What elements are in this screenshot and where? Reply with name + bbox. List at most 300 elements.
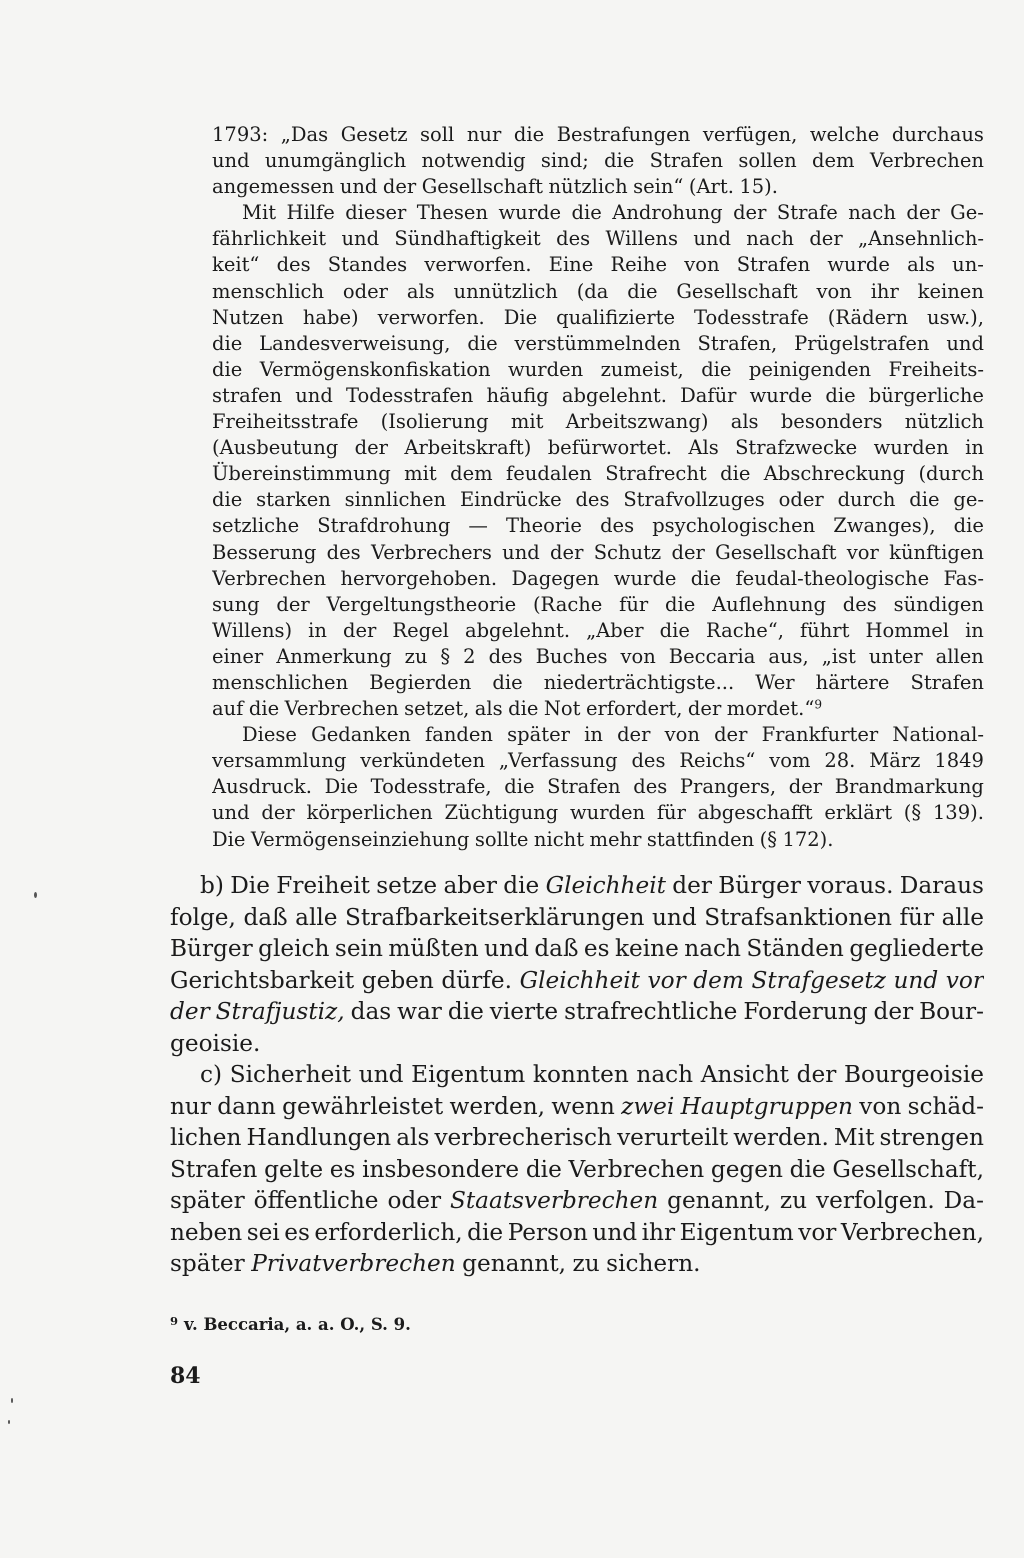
word: strafrechtliche bbox=[564, 998, 738, 1025]
word: nur bbox=[466, 123, 502, 146]
word: von bbox=[664, 723, 700, 747]
word: die bbox=[504, 775, 535, 799]
word: Gesellschaft bbox=[421, 175, 543, 199]
word: Handlungen bbox=[246, 1124, 392, 1151]
word: und bbox=[339, 175, 378, 199]
word: Strafen bbox=[547, 775, 621, 799]
word: die bbox=[212, 331, 243, 355]
word: menschlichen bbox=[212, 670, 349, 694]
word: der bbox=[788, 775, 823, 799]
word: welche bbox=[809, 123, 880, 146]
word: „Das bbox=[280, 123, 329, 146]
word: das bbox=[350, 998, 392, 1025]
word: später bbox=[507, 723, 570, 747]
word: und bbox=[484, 935, 529, 962]
word: unter bbox=[868, 644, 923, 668]
word: dem bbox=[812, 149, 855, 173]
word: Brandmarkung bbox=[834, 775, 984, 799]
word: von bbox=[816, 279, 852, 303]
word: angemessen bbox=[212, 175, 335, 199]
word: die bbox=[212, 488, 243, 512]
text-line bbox=[212, 409, 984, 435]
word: als bbox=[396, 1124, 430, 1151]
word: die bbox=[825, 383, 856, 407]
text-line bbox=[212, 279, 984, 305]
word: oder bbox=[342, 279, 388, 303]
word: (Ausbeutung bbox=[212, 436, 339, 460]
word: härtere bbox=[815, 670, 890, 694]
word: einer bbox=[212, 644, 264, 668]
word: wurde bbox=[613, 566, 677, 590]
word: usw.), bbox=[927, 305, 984, 329]
word: verkündeten bbox=[360, 749, 486, 773]
word: Mit bbox=[242, 201, 277, 225]
text-line bbox=[170, 996, 984, 1028]
word: Theorie bbox=[506, 514, 582, 538]
word: und bbox=[358, 1061, 404, 1088]
text-line bbox=[212, 226, 984, 252]
word: es bbox=[329, 1155, 356, 1183]
word: von bbox=[859, 1092, 902, 1120]
word: 15). bbox=[739, 175, 778, 199]
word: dürfe. bbox=[441, 966, 512, 994]
word: als bbox=[474, 697, 503, 721]
word: Strafe bbox=[776, 201, 838, 225]
word: Strafjustiz, bbox=[215, 998, 345, 1025]
word: verworfen. bbox=[377, 305, 485, 329]
word: Fas- bbox=[943, 566, 984, 590]
word: als bbox=[406, 279, 435, 303]
word: Die bbox=[324, 775, 358, 799]
word: Eigentum bbox=[679, 1218, 794, 1246]
word: sollen bbox=[738, 149, 797, 173]
text-line bbox=[212, 383, 984, 409]
word: die bbox=[248, 697, 280, 721]
word: folge, bbox=[170, 903, 236, 931]
word: Privatverbrechen bbox=[251, 1250, 456, 1277]
word: sündigen bbox=[893, 592, 984, 616]
text-line bbox=[212, 722, 984, 748]
word: müßten bbox=[388, 935, 479, 962]
word: vor bbox=[945, 966, 984, 994]
word: mit bbox=[404, 462, 437, 486]
word: erforderlich, bbox=[314, 1218, 463, 1246]
text-line bbox=[212, 618, 984, 644]
word: Strafsanktionen bbox=[704, 903, 892, 931]
word: mehr bbox=[589, 827, 642, 851]
word: der bbox=[261, 801, 295, 825]
word: Wer bbox=[755, 670, 795, 694]
word: un- bbox=[952, 253, 984, 277]
word: des bbox=[276, 253, 311, 277]
word: Eine bbox=[548, 253, 594, 277]
footnote bbox=[170, 1310, 411, 1336]
word: gleich bbox=[258, 935, 330, 962]
word: für bbox=[899, 903, 935, 931]
word: Vermögenseinziehung bbox=[250, 827, 470, 851]
word: Dagegen bbox=[511, 566, 600, 590]
word: werden, bbox=[449, 1092, 546, 1120]
word: feudal-theologische bbox=[735, 566, 930, 590]
word: des bbox=[631, 749, 666, 773]
word: Strafen bbox=[649, 149, 724, 173]
word: Todesstrafen bbox=[346, 383, 474, 407]
word: wurden bbox=[873, 436, 949, 460]
word: alle bbox=[941, 903, 984, 931]
text-line bbox=[212, 122, 984, 148]
word: bürgerliche bbox=[868, 383, 984, 407]
word: geoisie. bbox=[170, 1029, 261, 1057]
word: Strafen bbox=[170, 1155, 258, 1183]
word: und bbox=[693, 227, 731, 251]
word: die bbox=[447, 998, 484, 1025]
word: zu bbox=[404, 644, 428, 668]
word: die bbox=[701, 357, 732, 381]
word: Todesstrafe bbox=[694, 305, 809, 329]
word: und bbox=[212, 149, 250, 173]
word: vom bbox=[769, 749, 811, 773]
word: und bbox=[592, 1218, 638, 1246]
text-line bbox=[212, 148, 984, 174]
word: des bbox=[633, 775, 668, 799]
word: Arbeitskraft) bbox=[404, 436, 532, 460]
word: die bbox=[492, 670, 523, 694]
word: war bbox=[397, 998, 442, 1025]
word: qualifizierte bbox=[556, 305, 676, 329]
word: Die bbox=[503, 305, 538, 329]
word: Vergeltungstheorie bbox=[326, 592, 517, 616]
word: abgelehnt. bbox=[561, 383, 667, 407]
word: die bbox=[513, 123, 545, 146]
text-line bbox=[170, 1059, 984, 1091]
word: Als bbox=[688, 436, 719, 460]
word: 28. bbox=[824, 749, 856, 773]
word: Hilfe bbox=[286, 201, 335, 225]
word: besonders bbox=[780, 410, 883, 434]
word: aus, bbox=[768, 644, 809, 668]
word: Prügelstrafen bbox=[794, 331, 930, 355]
word: werden. bbox=[733, 1124, 829, 1151]
word: gegen bbox=[710, 1155, 783, 1183]
word: strengen bbox=[879, 1124, 984, 1151]
word: Strafgesetz bbox=[751, 966, 886, 994]
text-line bbox=[212, 748, 984, 774]
word: Arbeitszwang) bbox=[565, 410, 709, 434]
text-line bbox=[212, 540, 984, 566]
word: die bbox=[627, 279, 658, 303]
word: 172). bbox=[782, 827, 834, 851]
word: wurde bbox=[827, 253, 890, 277]
text-line bbox=[170, 1091, 984, 1123]
footnote-text: v. Beccaria, a. a. O., S. 9. bbox=[184, 1315, 411, 1335]
text-line bbox=[212, 357, 984, 383]
word: verstümmelnden bbox=[514, 331, 681, 355]
word: starken bbox=[256, 488, 331, 512]
word: (Art. bbox=[688, 175, 734, 199]
word: Bestrafungen bbox=[556, 123, 691, 146]
text-line bbox=[212, 566, 984, 592]
word: die bbox=[909, 488, 940, 512]
word: später bbox=[170, 1187, 245, 1214]
quoted-passage-block bbox=[212, 122, 984, 853]
text-line bbox=[212, 774, 984, 800]
word: Gleichheit bbox=[545, 872, 666, 899]
word: verurteilt bbox=[617, 1124, 729, 1151]
word: des bbox=[575, 488, 610, 512]
word: strafen bbox=[212, 383, 283, 407]
word: „ist bbox=[821, 644, 856, 668]
word: oder bbox=[387, 1187, 442, 1214]
word: der bbox=[343, 618, 377, 642]
word: es bbox=[284, 1218, 310, 1246]
word: in bbox=[965, 618, 984, 642]
word: Freiheit bbox=[276, 872, 370, 899]
word: nach bbox=[746, 227, 794, 251]
word: in bbox=[584, 723, 603, 747]
word: Beccaria bbox=[668, 644, 756, 668]
word: Frankfurter bbox=[761, 723, 879, 747]
word: „Aber bbox=[586, 618, 644, 642]
word: Da- bbox=[943, 1187, 984, 1214]
word: allen bbox=[935, 644, 984, 668]
word: Person bbox=[507, 1218, 588, 1246]
word: nach bbox=[636, 1061, 694, 1088]
text-line bbox=[212, 827, 984, 853]
word: Züchtigung bbox=[444, 801, 559, 825]
footnote-ref[interactable]: 9 bbox=[814, 697, 823, 712]
text-line bbox=[212, 252, 984, 278]
word: und bbox=[946, 331, 984, 355]
word: die bbox=[467, 1218, 504, 1246]
word: menschlich bbox=[212, 279, 325, 303]
word: National- bbox=[892, 723, 984, 747]
word: Strafen, bbox=[697, 331, 778, 355]
word: keit“ bbox=[212, 253, 260, 277]
word: in bbox=[308, 618, 327, 642]
word: des bbox=[326, 540, 361, 564]
word: habe) bbox=[302, 305, 359, 329]
word: Forderung bbox=[743, 998, 868, 1025]
main-text-block bbox=[170, 870, 984, 1280]
paragraph bbox=[170, 1059, 984, 1280]
word: Schutz bbox=[593, 540, 662, 564]
text-line bbox=[212, 644, 984, 670]
word: als bbox=[730, 410, 759, 434]
word: für bbox=[656, 801, 686, 825]
word: Androhung bbox=[612, 201, 723, 225]
word: Verbrechen bbox=[284, 697, 399, 721]
word: die bbox=[690, 566, 722, 590]
word: Freiheits- bbox=[888, 357, 984, 381]
word: verfügen, bbox=[702, 123, 798, 146]
word: Abschreckung bbox=[763, 462, 906, 486]
word: sind; bbox=[540, 149, 589, 173]
word: fanden bbox=[424, 723, 493, 747]
word: b) bbox=[200, 872, 224, 899]
word: der bbox=[276, 592, 310, 616]
word: für bbox=[619, 592, 649, 616]
word: (da bbox=[576, 279, 609, 303]
word: wurden bbox=[508, 357, 584, 381]
word: Verbrechen bbox=[212, 566, 327, 590]
word: die bbox=[789, 1155, 826, 1183]
word: wenn bbox=[551, 1092, 615, 1120]
word: soll bbox=[420, 123, 455, 146]
word: Ständen bbox=[746, 935, 844, 962]
word: Gedanken bbox=[311, 723, 411, 747]
word: der bbox=[617, 723, 651, 747]
word: Reichs“ bbox=[679, 749, 756, 773]
word: verworfen. bbox=[424, 253, 532, 277]
word: Hauptgruppen bbox=[680, 1092, 853, 1120]
word: Gesellschaft bbox=[715, 540, 837, 564]
word: auf bbox=[212, 697, 244, 721]
word: wurde bbox=[749, 383, 813, 407]
text-line bbox=[170, 1185, 984, 1217]
paragraph bbox=[212, 722, 984, 852]
word: sollte bbox=[474, 827, 529, 851]
text-line bbox=[212, 513, 984, 539]
word: die bbox=[953, 514, 984, 538]
word: Strafdrohung bbox=[317, 514, 451, 538]
word: daß bbox=[243, 903, 288, 931]
word: Willens bbox=[605, 227, 678, 251]
word: vor bbox=[798, 1218, 837, 1246]
word: als bbox=[907, 253, 935, 277]
word: nicht bbox=[533, 827, 585, 851]
word: der bbox=[809, 227, 843, 251]
word: unnützlich bbox=[453, 279, 558, 303]
word: Bourgeoisie bbox=[843, 1061, 984, 1088]
word: März bbox=[869, 749, 921, 773]
word: (durch bbox=[918, 462, 984, 486]
word: der bbox=[382, 175, 417, 199]
word: zumeist, bbox=[600, 357, 684, 381]
word: Strafbarkeitserklärungen bbox=[345, 903, 645, 931]
word: Vermögenskonfiskation bbox=[259, 357, 491, 381]
word: fährlichkeit bbox=[212, 227, 327, 251]
word: keine bbox=[614, 935, 679, 962]
text-line bbox=[170, 1028, 984, 1060]
word: wurden bbox=[569, 801, 646, 825]
word: genannt, bbox=[667, 1187, 771, 1214]
word: Landesverweisung, bbox=[259, 331, 451, 355]
word: erklärt bbox=[824, 801, 893, 825]
word: Verbrechen, bbox=[840, 1218, 984, 1246]
word: geben bbox=[361, 966, 434, 994]
text-line bbox=[212, 305, 984, 331]
word: der bbox=[354, 436, 389, 460]
word: führt bbox=[799, 618, 850, 642]
paragraph bbox=[170, 870, 984, 1059]
word: ihr bbox=[870, 279, 899, 303]
word: des bbox=[488, 644, 523, 668]
word: Dafür bbox=[680, 383, 737, 407]
word: c) bbox=[200, 1061, 223, 1088]
word: unumgänglich bbox=[264, 149, 407, 173]
word: der bbox=[714, 723, 748, 747]
text-line bbox=[170, 1248, 984, 1280]
word: öffentliche bbox=[253, 1187, 379, 1214]
word: Die bbox=[230, 872, 270, 899]
word: die bbox=[525, 1155, 562, 1183]
word: sein“ bbox=[633, 175, 684, 199]
word: zu bbox=[572, 1250, 600, 1277]
word: voraus. bbox=[807, 872, 894, 899]
word: schäd- bbox=[907, 1092, 984, 1120]
word: sinnlichen bbox=[344, 488, 447, 512]
word: oder bbox=[778, 488, 824, 512]
word: der bbox=[733, 201, 767, 225]
word: notwendig bbox=[421, 149, 526, 173]
word: künftigen bbox=[889, 540, 984, 564]
word: wurde bbox=[498, 201, 562, 225]
word: ihr bbox=[641, 1218, 676, 1246]
word: der bbox=[671, 540, 705, 564]
word: Gleichheit bbox=[519, 966, 640, 994]
word: (§ bbox=[759, 827, 777, 851]
text-line bbox=[170, 1122, 984, 1154]
word: Bürger bbox=[718, 872, 801, 899]
word: Sündhaftigkeit bbox=[394, 227, 541, 251]
word: Gesellschaft bbox=[676, 279, 798, 303]
page-number: 84 bbox=[170, 1363, 201, 1389]
word: Verbrechers bbox=[370, 540, 492, 564]
word: des bbox=[600, 514, 635, 538]
word: § bbox=[440, 644, 451, 668]
word: und bbox=[502, 540, 540, 564]
word: die bbox=[571, 201, 602, 225]
text-line bbox=[212, 696, 984, 722]
word: des bbox=[556, 227, 591, 251]
word: und bbox=[295, 383, 333, 407]
word: und bbox=[651, 903, 697, 931]
word: „Verfassung bbox=[498, 749, 618, 773]
word: (Isolierung bbox=[380, 410, 489, 434]
word: Todesstrafe, bbox=[370, 775, 492, 799]
word: Thesen bbox=[416, 201, 489, 225]
word: in bbox=[965, 436, 984, 460]
word: Reihe bbox=[610, 253, 668, 277]
word: vor bbox=[647, 966, 686, 994]
word: Eigentum bbox=[411, 1061, 526, 1088]
word: dem bbox=[693, 966, 744, 994]
word: die bbox=[665, 592, 696, 616]
word: Bour- bbox=[919, 998, 984, 1025]
word: Begierden bbox=[369, 670, 472, 694]
word: (Rache bbox=[532, 592, 603, 616]
word: Hommel bbox=[865, 618, 950, 642]
text-line bbox=[212, 200, 984, 226]
word: Willens) bbox=[212, 618, 293, 642]
word: Daraus bbox=[899, 872, 984, 899]
text-line bbox=[212, 174, 984, 200]
word: setzet, bbox=[404, 697, 470, 721]
word: hervorgehoben. bbox=[340, 566, 498, 590]
word: Buches bbox=[535, 644, 608, 668]
word: nützlich bbox=[548, 175, 628, 199]
word: des bbox=[842, 592, 877, 616]
text-line bbox=[212, 487, 984, 513]
word: Anmerkung bbox=[276, 644, 392, 668]
word: niederträchtigste... bbox=[543, 670, 735, 694]
word: neben bbox=[170, 1218, 243, 1246]
word: es bbox=[583, 935, 610, 962]
word: der bbox=[796, 1061, 837, 1088]
word: durch bbox=[837, 488, 896, 512]
word: verbrecherisch bbox=[434, 1124, 612, 1151]
word: 2 bbox=[463, 644, 476, 668]
